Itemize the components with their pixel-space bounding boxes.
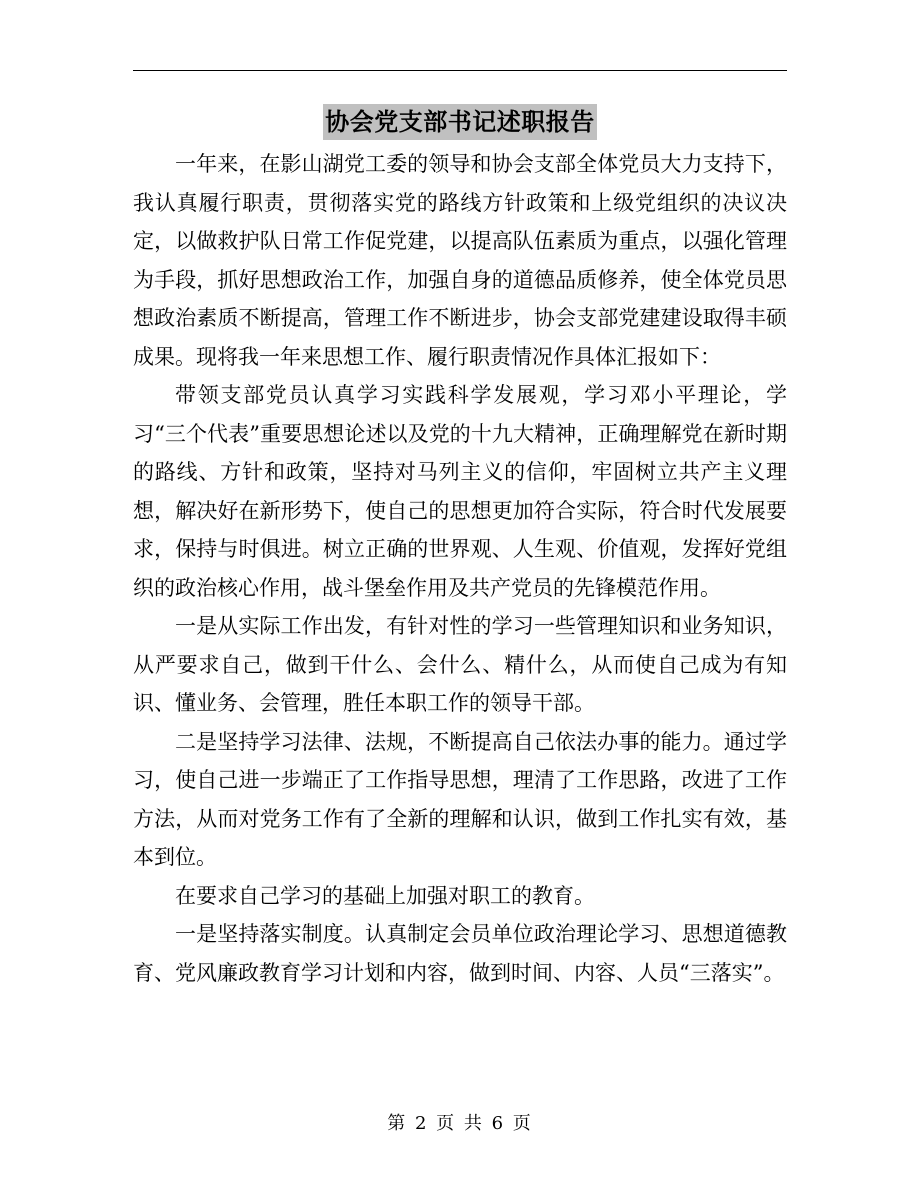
header-rule (133, 70, 787, 71)
paragraph: 一是从实际工作出发，有针对性的学习一些管理知识和业务知识，从严要求自己，做到干什么、会什么、精什么，从而使自己成为有知识、懂业务、会管理，胜任本职工作的领导干部。 (133, 614, 787, 715)
paragraph: 一是坚持落实制度。认真制定会员单位政治理论学习、思想道德教育、党风廉政教育学习计划和内容，做到时间、内容、人员“三落实”。 (133, 922, 787, 985)
page-number: 第 2 页 共 6 页 (387, 1113, 533, 1134)
document-title: 协会党支部书记述职报告 (323, 104, 597, 140)
title-container (0, 104, 920, 140)
paragraph: 一年来，在影山湖党工委的领导和协会支部全体党员大力支持下，我认真履行职责，贯彻落实党的路线方针政策和上级党组织的决议决定，以做救护队日常工作促党建，以提高队伍素质为重点，以强化管理为手段，抓好思想政治工作，加强自身的道德品质修养，使全体党员思想政治素质不断提高，管理工作不断进步，协会支部党建建设取得丰硕成果。现将我一年来思想工作、履行职责情况作具体汇报如下： (133, 152, 787, 369)
paragraph: 在要求自己学习的基础上加强对职工的教育。 (175, 883, 595, 908)
document-body (133, 145, 787, 992)
paragraph: 带领支部党员认真学习实践科学发展观，学习邓小平理论，学习“三个代表”重要思想论述以及党的十九大精神，正确理解党在新时期的路线、方针和政策，坚持对马列主义的信仰，牢固树立共产主义理想，解决好在新形势下，使自己的思想更加符合实际，符合时代发展要求，保持与时俱进。树立正确的世界观、人生观、价值观，发挥好党组织的政治核心作用，战斗堡垒作用及共产党员的先锋模范作用。 (133, 383, 787, 600)
paragraph: 二是坚持学习法律、法规，不断提高自己依法办事的能力。通过学习，使自己进一步端正了工作指导思想，理清了工作思路，改进了工作方法，从而对党务工作有了全新的理解和认识，做到工作扎实有效，基本到位。 (133, 729, 787, 869)
